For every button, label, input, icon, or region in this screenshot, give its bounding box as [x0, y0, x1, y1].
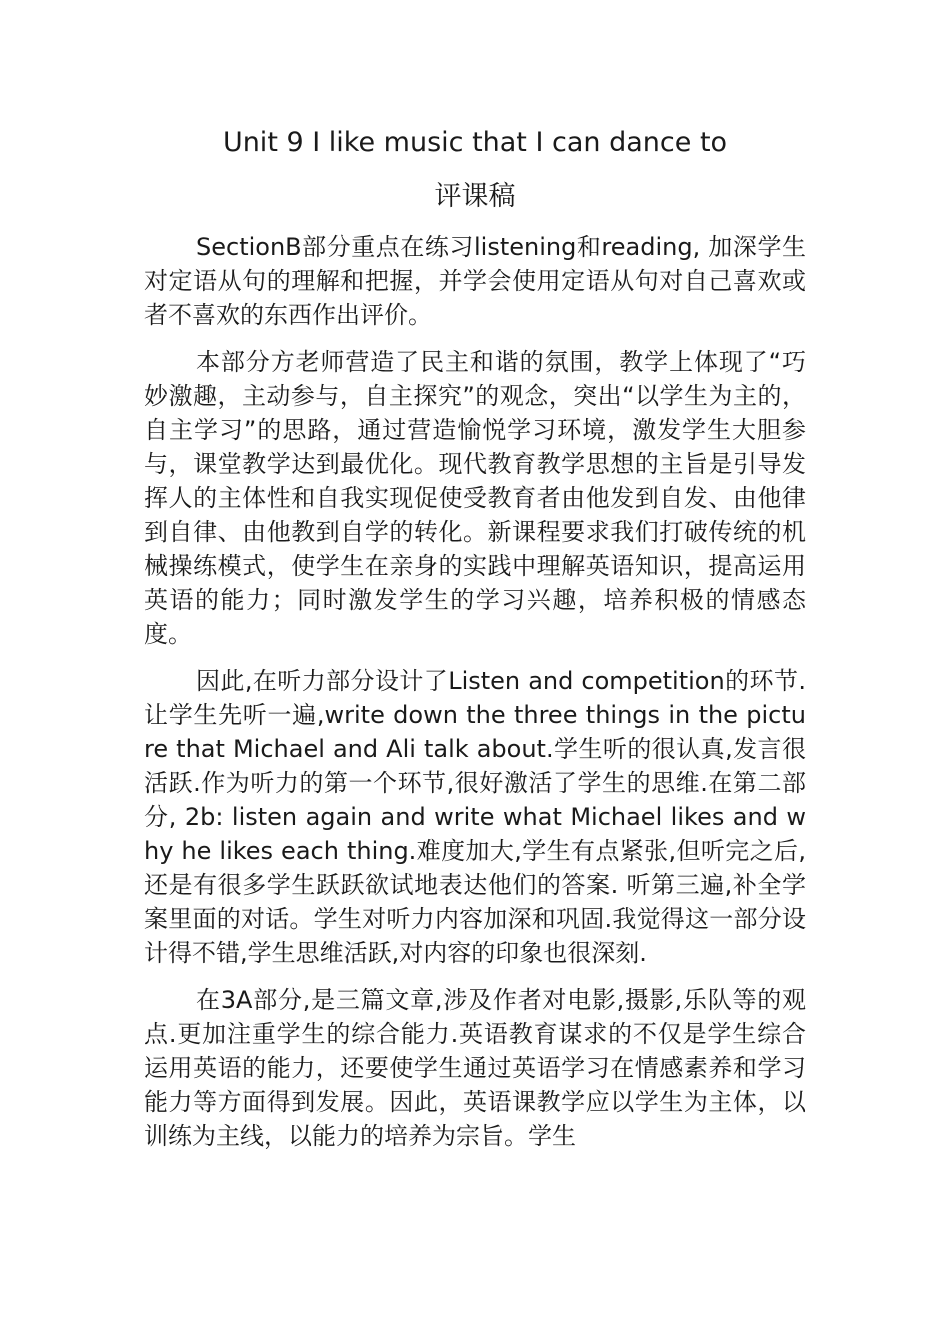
paragraph-teaching-atmosphere: 本部分方老师营造了民主和谐的氛围，教学上体现了“巧妙激趣，主动参与，自主探究”的观念，突出“以学生为主的，自主学习”的思路，通过营造愉悦学习环境，激发学生大胆参与，课堂教学达到最优化。现代教育教学思想的主旨是引导发挥人的主体性和自我实现促使受教育者由他发到自发、由他律到自律、由他教到自学的转化。新课程要求我们打破传统的机械操练模式，使学生在亲身的实践中理解英语知识，提高运用英语的能力；同时激发学生的学习兴趣，培养积极的情感态度。 — [144, 348, 806, 648]
document-body — [144, 230, 806, 1153]
document-title: Unit 9 I like music that I can dance to — [222, 127, 728, 158]
paragraph-section-3a: 在3A部分,是三篇文章,涉及作者对电影,摄影,乐队等的观点.更加注重学生的综合能力.英语教育谋求的不仅是学生综合运用英语的能力，还要使学生通过英语学习在情感素养和学习能力等方面得到发展。因此，英语课教学应以学生为主体，以训练为主线，以能力的培养为宗旨。学生 — [144, 986, 806, 1150]
paragraph-sectionb-focus: SectionB部分重点在练习listening和reading, 加深学生对定语从句的理解和把握，并学会使用定语从句对自己喜欢或者不喜欢的东西作出评价。 — [144, 233, 806, 329]
paragraph-listening-design: 因此,在听力部分设计了Listen and competition的环节.让学生先听一遍,write down the three things in the picture that Michael and Ali talk about.学生听的很认真,发言很活跃.作为听力的第一个环节,很好激活了学生的思维.在第二部分, 2b: listen again and write what Michael likes and why he likes each thing.难度加大,学生有点紧张,但听完之后,还是有很多学生跃跃欲试地表达他们的答案. 听第三遍,补全学案里面的对话。学生对听力内容加深和巩固.我觉得这一部分设计得不错,学生思维活跃,对内容的印象也很深刻. — [144, 667, 806, 967]
document-subtitle: 评课稿 — [434, 181, 516, 212]
